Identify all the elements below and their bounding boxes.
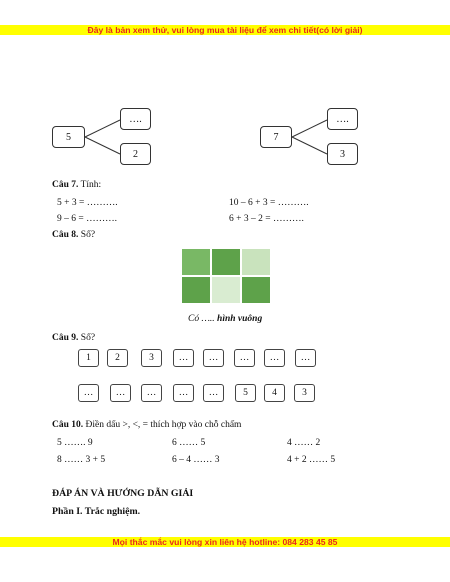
q10-item: 6 – 4 …… 3: [172, 455, 220, 465]
q9-row1-box: 2: [107, 349, 128, 367]
q9-row1-box[interactable]: …: [264, 349, 285, 367]
q9-row1-box: 1: [78, 349, 99, 367]
q9-row1-box: 3: [141, 349, 162, 367]
q7-item: 6 + 3 – 2 = ……….: [229, 214, 304, 224]
tree1-top-blank[interactable]: ….: [120, 108, 151, 130]
q9-row2-box: 4: [264, 384, 285, 402]
square-grid: [181, 248, 271, 304]
q10-item: 6 …… 5: [172, 438, 206, 448]
q9-row2-box[interactable]: …: [203, 384, 224, 402]
q9-row2-box[interactable]: …: [173, 384, 194, 402]
q9-row2-box: 5: [235, 384, 256, 402]
hotline-banner-text: Mọi thắc mắc vui lòng xin liên hệ hotline: 084 283 45 85: [112, 537, 338, 547]
q10-item: 4 …… 2: [287, 438, 321, 448]
answers-part1: Phần I. Trắc nghiệm.: [52, 506, 141, 517]
q9-row2-box[interactable]: …: [78, 384, 99, 402]
answers-title: ĐÁP ÁN VÀ HƯỚNG DẪN GIẢI: [52, 488, 194, 499]
q9-heading: Câu 9. Số?: [52, 333, 96, 343]
q9-row1-box[interactable]: …: [295, 349, 316, 367]
grid-cell: [211, 276, 241, 304]
q9-row2-box[interactable]: …: [110, 384, 131, 402]
preview-banner-text: Đây là bản xem thử, vui lòng mua tài liệu để xem chi tiết(có lời giải): [87, 25, 363, 35]
tree1-root: 5: [52, 126, 85, 148]
q8-heading: Câu 8. Số?: [52, 230, 96, 240]
tree2-root: 7: [260, 126, 292, 148]
hotline-banner: [0, 537, 450, 547]
q10-heading: Câu 10. Điền dấu >, <, = thích hợp vào chỗ chấm: [52, 420, 242, 430]
q7-item: 10 – 6 + 3 = ……….: [229, 198, 309, 208]
q9-row2-box: 3: [294, 384, 315, 402]
grid-cell: [241, 276, 271, 304]
q7-item: 9 – 6 = ……….: [57, 214, 117, 224]
tree-lines: [0, 0, 450, 175]
grid-cell: [241, 248, 271, 276]
grid-cell: [181, 276, 211, 304]
grid-cell: [181, 248, 211, 276]
q10-item: 4 + 2 …… 5: [287, 455, 336, 465]
q10-item: 5 ……. 9: [57, 438, 93, 448]
grid-cell: [211, 248, 241, 276]
q7-heading: Câu 7. Tính:: [52, 180, 102, 190]
tree2-top-blank[interactable]: ….: [327, 108, 358, 130]
q9-row1-box[interactable]: …: [203, 349, 224, 367]
q9-row1-box[interactable]: …: [173, 349, 194, 367]
q8-caption: Có ….. hình vuông: [188, 314, 263, 324]
tree2-bottom: 3: [327, 143, 358, 165]
q7-item: 5 + 3 = ……….: [57, 198, 118, 208]
q10-item: 8 …… 3 + 5: [57, 455, 106, 465]
tree1-bottom: 2: [120, 143, 151, 165]
q9-row2-box[interactable]: …: [141, 384, 162, 402]
q9-row1-box[interactable]: …: [234, 349, 255, 367]
